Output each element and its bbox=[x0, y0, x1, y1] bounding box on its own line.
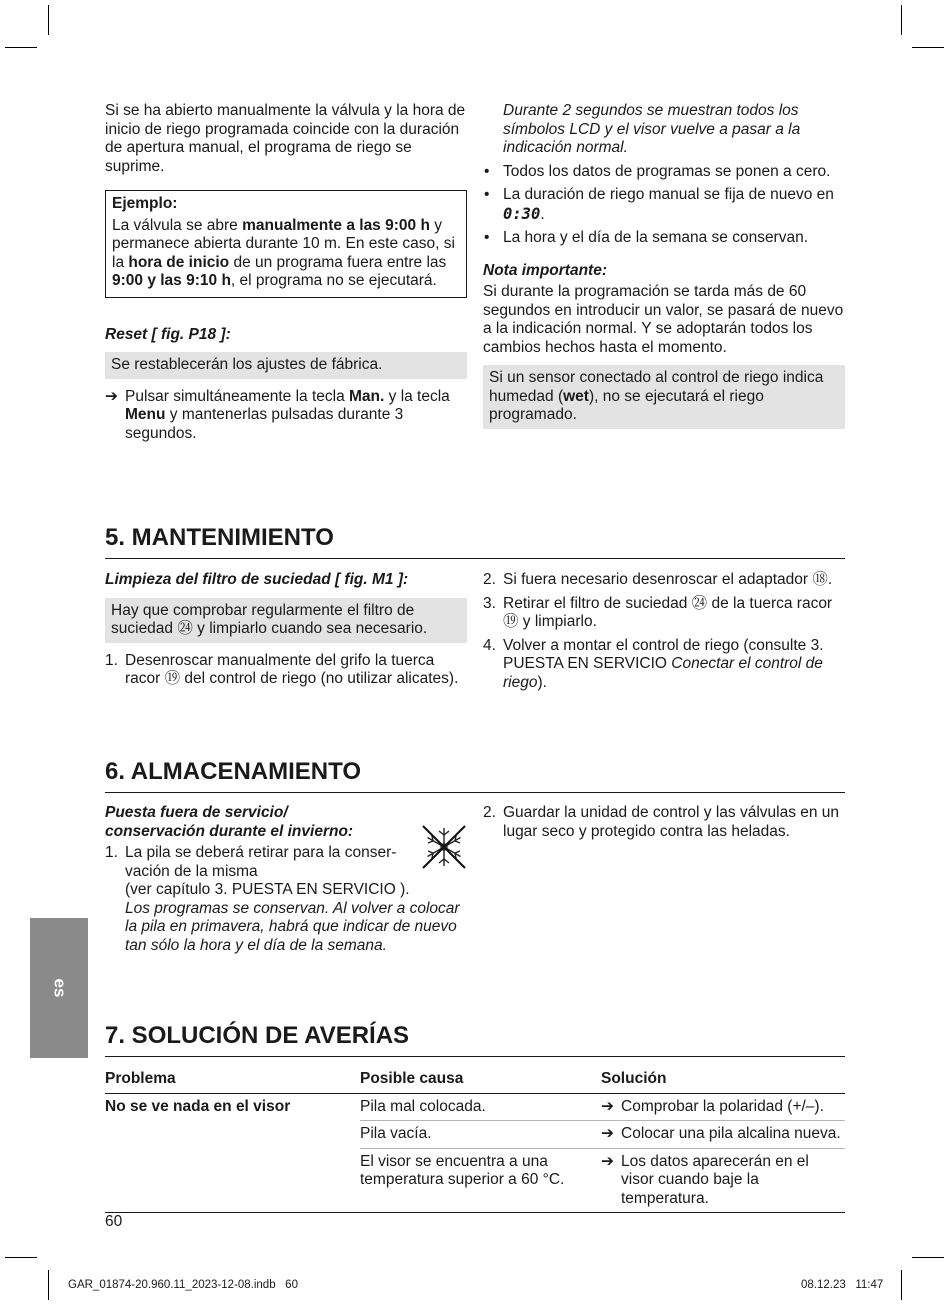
section5-title: 5. MANTENIMIENTO bbox=[105, 524, 334, 551]
arrow-icon: ➔ bbox=[105, 387, 118, 405]
crop-mark bbox=[48, 5, 49, 35]
cause-cell: Pila vacía. bbox=[360, 1121, 601, 1149]
section-rule bbox=[105, 558, 845, 559]
language-tab: es bbox=[30, 918, 88, 1058]
arrow-icon: ➔ bbox=[601, 1125, 614, 1142]
intro-paragraph: Si se ha abierto manualmente la válvula y la hora de inicio de riego programada coincide con la duración de apertura manual, el programa de riego se suprime. bbox=[105, 102, 466, 175]
crop-mark bbox=[912, 1257, 944, 1258]
storage-step-note: Los programas se conservan. Al volver a colocar la pila en primavera, habrá que indicar de nuevo tan sólo la hora y el día de la semana. bbox=[125, 899, 460, 954]
solution-cell: ➔ Comprobar la polaridad (+/–). bbox=[601, 1093, 845, 1121]
section5-right bbox=[483, 571, 845, 697]
note-heading: Nota importante: bbox=[483, 261, 607, 279]
table-header: Problema bbox=[105, 1068, 360, 1093]
storage-step: 1. La pila se deberá retirar para la conser-vación de la misma bbox=[105, 844, 397, 880]
section-rule bbox=[105, 1056, 845, 1057]
crop-mark bbox=[901, 1270, 902, 1300]
cause-cell: El visor se encuentra a una temperatura superior a 60 °C. bbox=[360, 1148, 601, 1213]
example-text: La válvula se abre manualmente a las 9:00 h y permanece abierta durante 10 m. En este caso, si la hora de inicio de un programa fuera entre las 9:00 y las 9:10 h, el programa no se ejecutará. bbox=[112, 216, 455, 289]
section-rule bbox=[105, 792, 845, 793]
solution-cell: ➔ Colocar una pila alcalina nueva. bbox=[601, 1121, 845, 1149]
maintenance-step: 4. Volver a montar el control de riego (consulte 3. PUESTA EN SERVICIO Conectar el control de riego). bbox=[483, 636, 824, 691]
page-number: 60 bbox=[105, 1213, 123, 1230]
table-header: Posible causa bbox=[360, 1068, 601, 1093]
crop-mark bbox=[901, 5, 902, 35]
section6-right bbox=[483, 804, 845, 846]
table-header: Solución bbox=[601, 1068, 845, 1093]
example-box bbox=[105, 190, 467, 298]
example-title: Ejemplo: bbox=[112, 195, 178, 212]
storage-heading-line2: conservación durante el invierno: bbox=[105, 822, 354, 840]
storage-heading-line1: Puesta fuera de servicio/ bbox=[105, 804, 288, 821]
troubleshooting-table bbox=[105, 1068, 845, 1213]
section5-left bbox=[105, 571, 467, 694]
bullet-item: • Todos los datos de programas se ponen a cero. bbox=[484, 162, 831, 180]
arrow-icon: ➔ bbox=[601, 1152, 614, 1170]
maintenance-step: 1. Desenroscar manualmente del grifo la tuerca racor ⑲ del control de riego (no utilizar alicates). bbox=[105, 651, 459, 687]
maintenance-step: 2. Si fuera necesario desenroscar el adaptador ⑱. bbox=[483, 571, 833, 588]
bullet-item: • La duración de riego manual se fija de nuevo en 0:30. bbox=[484, 186, 834, 223]
cause-cell: Pila mal colocada. bbox=[360, 1093, 601, 1121]
solution-cell: ➔ Los datos aparecerán en el visor cuando baje la temperatura. bbox=[601, 1148, 845, 1213]
section7-title: 7. SOLUCIÓN DE AVERÍAS bbox=[105, 1022, 410, 1049]
crop-mark bbox=[912, 47, 944, 48]
section6-title: 6. ALMACENAMIENTO bbox=[105, 758, 362, 785]
crop-mark bbox=[48, 1270, 49, 1300]
right-top-column bbox=[483, 102, 845, 429]
section6-left bbox=[105, 804, 467, 955]
no-frost-icon bbox=[421, 824, 467, 870]
reset-heading: Reset [ fig. P18 ]: bbox=[105, 325, 231, 343]
storage-step: 2. Guardar la unidad de control y las válvulas en un lugar seco y protegido contra las heladas. bbox=[483, 804, 840, 840]
arrow-icon: ➔ bbox=[601, 1097, 614, 1115]
bullet-item: • La hora y el día de la semana se conservan. bbox=[484, 229, 809, 246]
problem-cell: No se ve nada en el visor bbox=[105, 1093, 360, 1213]
note-text: Si durante la programación se tarda más de 60 segundos en introducir un valor, se pasará de nuevo a la indicación normal. Y se adoptarán todos los cambios hechos hasta el momento. bbox=[483, 283, 844, 356]
reset-note: Se restablecerán los ajustes de fábrica. bbox=[105, 352, 467, 379]
footer-file: GAR_01874-20.960.11_2023-12-08.indb 60 bbox=[68, 1279, 298, 1291]
left-top-column bbox=[105, 102, 467, 443]
table-header-row bbox=[105, 1068, 845, 1093]
crop-mark bbox=[5, 1257, 37, 1258]
maintenance-step: 3. Retirar el filtro de suciedad ㉔ de la tuerca racor ⑲ y limpiarlo. bbox=[483, 594, 833, 630]
reset-step: ➔ Pulsar simultáneamente la tecla Man. y la tecla Menu y mantenerlas pulsadas durante 3 segundos. bbox=[105, 387, 450, 442]
lcd-value: 0:30 bbox=[503, 204, 541, 223]
crop-mark bbox=[5, 47, 37, 48]
storage-step-ref: (ver capítulo 3. PUESTA EN SERVICIO ). bbox=[125, 881, 410, 898]
sensor-note: Si un sensor conectado al control de riego indica humedad (wet), no se ejecutará el riego programado. bbox=[483, 365, 845, 429]
filter-heading: Limpieza del filtro de suciedad [ fig. M1 ]: bbox=[105, 571, 409, 588]
footer-timestamp: 08.12.23 11:47 bbox=[801, 1279, 884, 1291]
table-row bbox=[105, 1093, 845, 1121]
filter-note: Hay que comprobar regularmente el filtro de suciedad ㉔ y limpiarlo cuando sea necesario. bbox=[105, 598, 467, 643]
lcd-text: Durante 2 segundos se muestran todos los símbolos LCD y el visor vuelve a pasar a la indicación normal. bbox=[503, 102, 801, 156]
